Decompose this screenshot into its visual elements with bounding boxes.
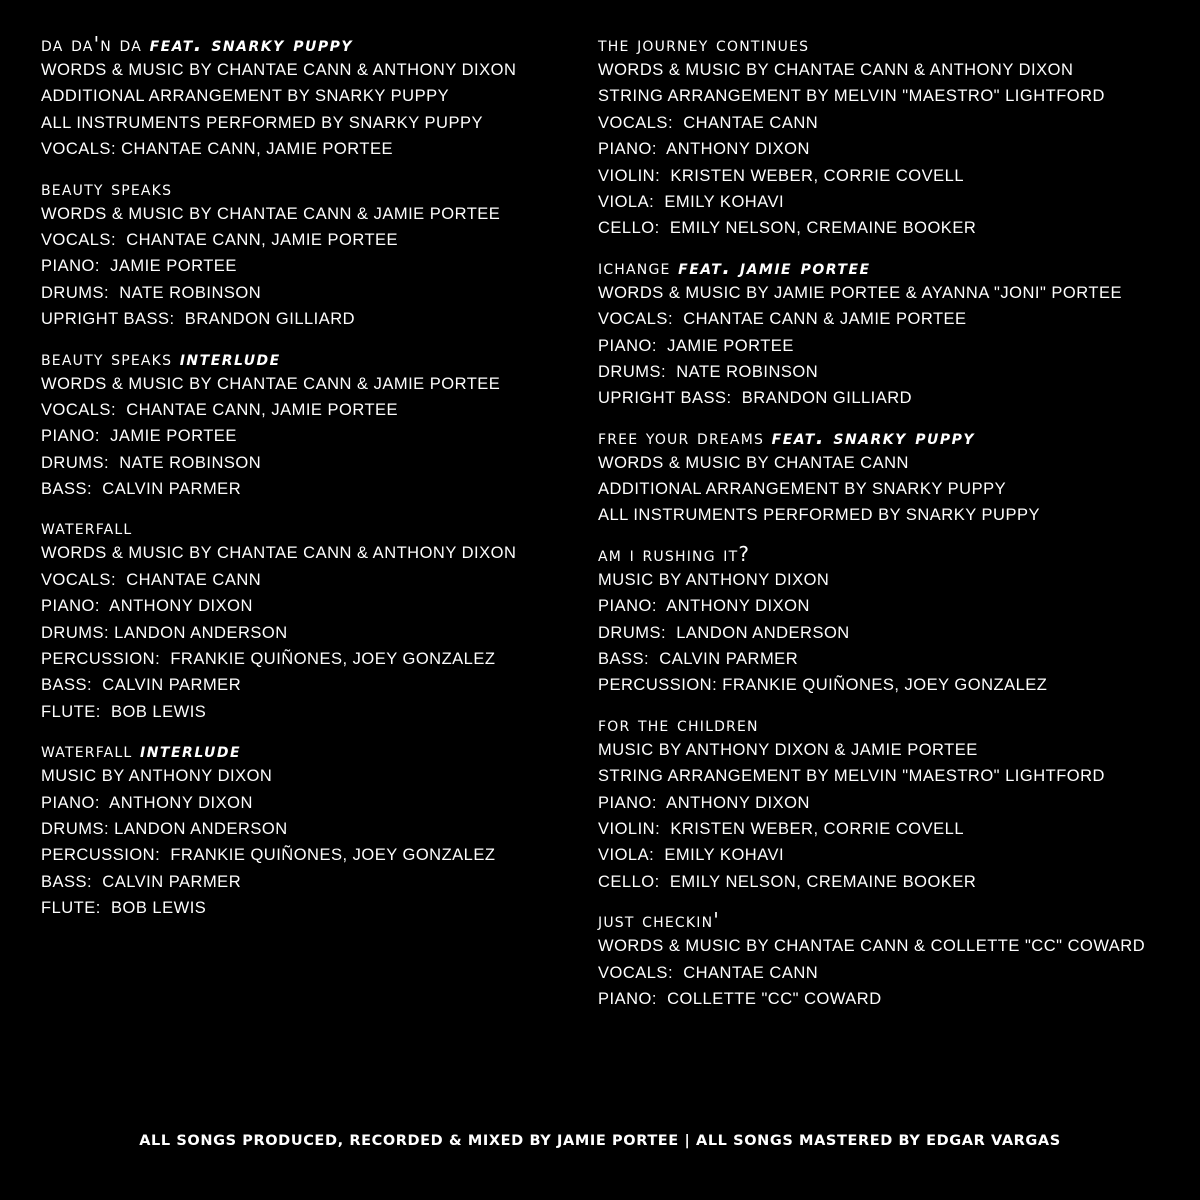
credit-line: VOCALS: CHANTAE CANN — [41, 570, 262, 589]
credit-line: VOCALS: CHANTAE CANN & JAMIE PORTEE — [598, 310, 967, 329]
credit-line: ALL INSTRUMENTS PERFORMED BY SNARKY PUPPY — [598, 506, 1040, 525]
song-credit-block — [598, 711, 1178, 895]
credit-line: WORDS & MUSIC BY CHANTAE CANN — [598, 453, 909, 472]
credit-line: ADDITIONAL ARRANGEMENT BY SNARKY PUPPY — [41, 87, 450, 106]
credit-line: PERCUSSION: FRANKIE QUIÑONES, JOEY GONZALEZ — [41, 846, 496, 865]
song-credit-block — [598, 424, 1178, 529]
credit-line: MUSIC BY ANTHONY DIXON — [598, 570, 830, 589]
credit-line: PERCUSSION: FRANKIE QUIÑONES, JOEY GONZALEZ — [598, 676, 1048, 695]
credit-line: DRUMS: NATE ROBINSON — [41, 453, 262, 472]
credit-line: VOCALS: CHANTAE CANN, JAMIE PORTEE — [41, 400, 399, 419]
credit-line: WORDS & MUSIC BY CHANTAE CANN & COLLETTE "CC" COWARD — [598, 937, 1146, 956]
credit-line: WORDS & MUSIC BY CHANTAE CANN & ANTHONY DIXON — [41, 544, 517, 563]
song-title-text: waterfall — [41, 738, 133, 763]
song-title — [598, 907, 1178, 933]
credit-line: STRING ARRANGEMENT BY MELVIN "MAESTRO" LIGHTFORD — [598, 87, 1105, 106]
credit-line: ADDITIONAL ARRANGEMENT BY SNARKY PUPPY — [598, 480, 1007, 499]
credit-line: WORDS & MUSIC BY CHANTAE CANN & ANTHONY DIXON — [598, 61, 1074, 79]
credit-line: VOCALS: CHANTAE CANN, JAMIE PORTEE — [41, 230, 399, 249]
credit-line: PIANO: JAMIE PORTEE — [41, 257, 237, 276]
song-title-text: the journey continues — [598, 32, 810, 56]
credit-line: WORDS & MUSIC BY CHANTAE CANN & ANTHONY DIXON — [41, 61, 517, 79]
credit-line: PIANO: JAMIE PORTEE — [598, 336, 794, 355]
credit-line: PIANO: ANTHONY DIXON — [41, 793, 253, 812]
credit-line: PIANO: ANTHONY DIXON — [598, 140, 810, 159]
credit-line: WORDS & MUSIC BY CHANTAE CANN & JAMIE PORTEE — [41, 204, 501, 223]
song-title-feature: feat. jamie portee — [678, 254, 871, 279]
credit-line: DRUMS: LANDON ANDERSON — [41, 819, 288, 838]
song-title-text: just checkin' — [598, 908, 720, 933]
song-title-text: am i rushing it? — [598, 541, 751, 566]
credit-line: VIOLIN: KRISTEN WEBER, CORRIE COVELL — [598, 819, 964, 838]
song-credit-block — [598, 541, 1178, 699]
credit-line: BASS: CALVIN PARMER — [598, 650, 799, 669]
credit-line: MUSIC BY ANTHONY DIXON & JAMIE PORTEE — [598, 740, 978, 759]
credit-line: WORDS & MUSIC BY CHANTAE CANN & JAMIE PORTEE — [41, 374, 501, 393]
credit-line: DRUMS: NATE ROBINSON — [598, 362, 819, 381]
credit-line: BASS: CALVIN PARMER — [41, 872, 242, 891]
credit-line: DRUMS: NATE ROBINSON — [41, 283, 262, 302]
song-title — [41, 345, 586, 371]
credit-line: PIANO: JAMIE PORTEE — [41, 427, 237, 446]
song-credit-block — [41, 31, 586, 163]
song-title-text: waterfall — [41, 515, 133, 540]
song-title-text: beauty speaks — [41, 345, 173, 370]
song-title-text: ichange — [598, 254, 671, 279]
song-title — [598, 31, 1178, 57]
credit-line: BASS: CALVIN PARMER — [41, 676, 242, 695]
credit-line: VOCALS: CHANTAE CANN — [598, 113, 819, 132]
credit-line: DRUMS: LANDON ANDERSON — [41, 623, 288, 642]
credit-line: UPRIGHT BASS: BRANDON GILLIARD — [41, 310, 356, 329]
song-title-text: da da'n da — [41, 32, 143, 56]
credit-line: BASS: CALVIN PARMER — [41, 480, 242, 499]
credit-line: UPRIGHT BASS: BRANDON GILLIARD — [598, 389, 913, 408]
song-title-text: beauty speaks — [41, 175, 173, 200]
song-credit-block — [598, 907, 1178, 1012]
song-credit-block — [41, 737, 586, 921]
credit-line: VOCALS: CHANTAE CANN — [598, 963, 819, 982]
song-title — [598, 711, 1178, 737]
credit-line: DRUMS: LANDON ANDERSON — [598, 623, 850, 642]
credit-line: VIOLIN: KRISTEN WEBER, CORRIE COVELL — [598, 166, 964, 185]
song-credit-block — [41, 345, 586, 503]
song-title — [598, 424, 1178, 450]
credit-line: FLUTE: BOB LEWIS — [41, 702, 207, 721]
song-credit-block — [41, 514, 586, 725]
song-title — [598, 254, 1178, 280]
song-title-feature: interlude — [179, 345, 281, 370]
credit-line: CELLO: EMILY NELSON, CREMAINE BOOKER — [598, 219, 977, 238]
credits-column-left — [41, 31, 586, 934]
song-credit-block — [598, 254, 1178, 412]
credit-line: PERCUSSION: FRANKIE QUIÑONES, JOEY GONZALEZ — [41, 650, 496, 669]
credit-line: FLUTE: BOB LEWIS — [41, 899, 207, 918]
credit-line: MUSIC BY ANTHONY DIXON — [41, 767, 273, 786]
song-title — [41, 737, 586, 763]
credit-line: PIANO: ANTHONY DIXON — [41, 597, 253, 616]
credit-line: PIANO: ANTHONY DIXON — [598, 597, 810, 616]
song-title-feature: interlude — [140, 738, 242, 763]
song-title-text: free your dreams — [598, 424, 765, 449]
credit-line: ALL INSTRUMENTS PERFORMED BY SNARKY PUPPY — [41, 113, 483, 132]
credit-line: STRING ARRANGEMENT BY MELVIN "MAESTRO" LIGHTFORD — [598, 767, 1105, 786]
song-title-feature: feat. snarky puppy — [149, 32, 353, 56]
song-credit-block — [598, 31, 1178, 242]
song-title-feature: feat. snarky puppy — [771, 424, 976, 449]
song-title — [41, 175, 586, 201]
credit-line: PIANO: COLLETTE "CC" COWARD — [598, 989, 882, 1008]
song-credit-block — [41, 175, 586, 333]
credit-line: WORDS & MUSIC BY JAMIE PORTEE & AYANNA "JONI" PORTEE — [598, 283, 1122, 302]
credit-line: VOCALS: CHANTAE CANN, JAMIE PORTEE — [41, 140, 393, 159]
song-title — [598, 541, 1178, 567]
credit-line: VIOLA: EMILY KOHAVI — [598, 846, 785, 865]
credit-line: CELLO: EMILY NELSON, CREMAINE BOOKER — [598, 872, 977, 891]
credits-column-right — [598, 31, 1178, 1024]
credit-line: PIANO: ANTHONY DIXON — [598, 793, 810, 812]
song-title — [41, 31, 586, 57]
song-title — [41, 514, 586, 540]
production-credits-footer: ALL SONGS PRODUCED, RECORDED & MIXED BY JAMIE PORTEE | ALL SONGS MASTERED BY EDGAR VARGAS — [139, 1133, 1061, 1149]
credit-line: VIOLA: EMILY KOHAVI — [598, 192, 785, 211]
song-title-text: for the children — [598, 711, 759, 736]
